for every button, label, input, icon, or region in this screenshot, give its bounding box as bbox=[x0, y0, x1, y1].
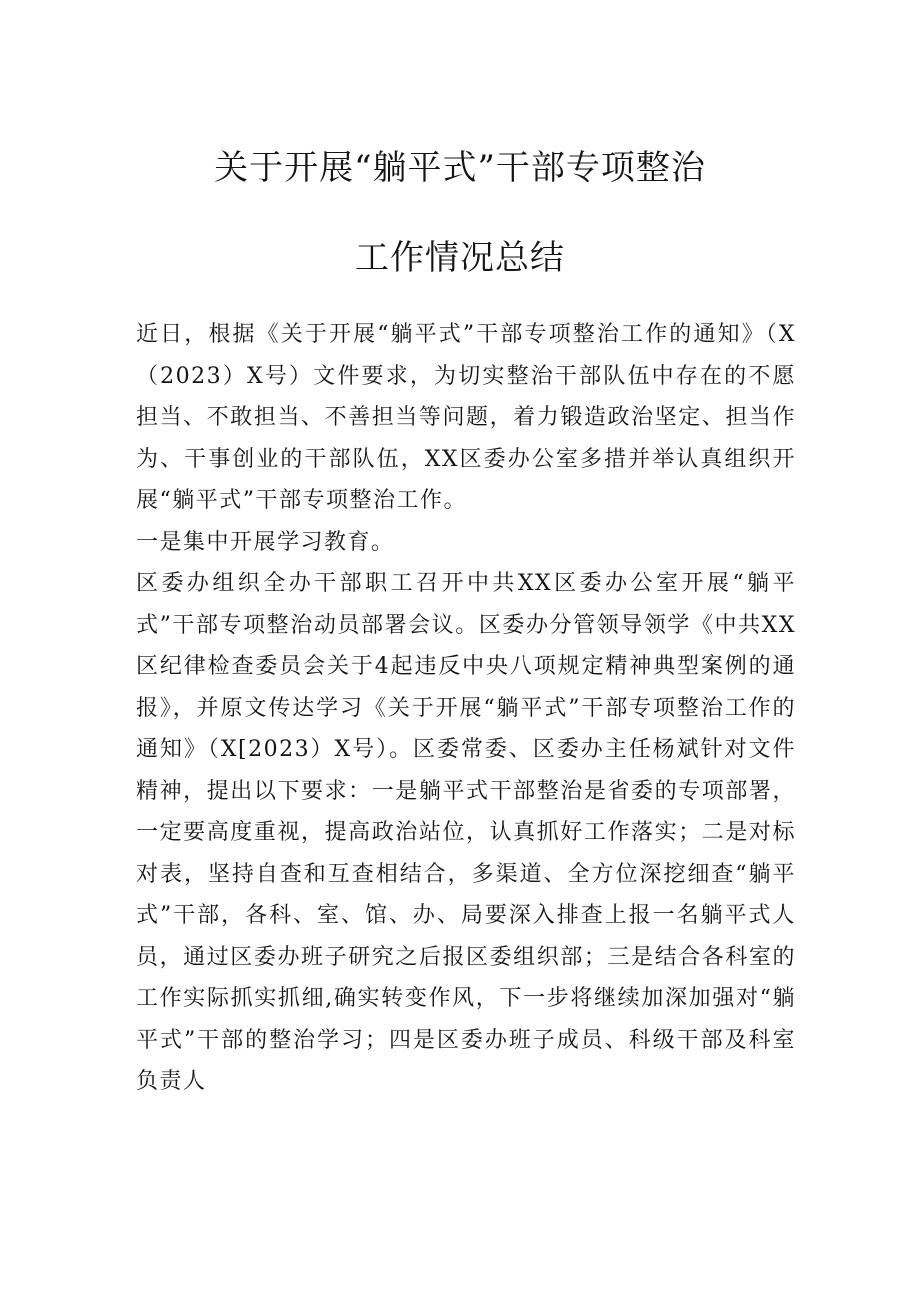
document-title-line-2: 工作情况总结 bbox=[355, 238, 565, 278]
section-heading-study: 一是集中开展学习教育。 bbox=[136, 529, 395, 555]
document-title-line-1: 关于开展“躺平式”干部专项整治 bbox=[214, 148, 706, 188]
document-body bbox=[136, 314, 796, 1103]
paragraph-study-details: 区委办组织全办干部职工召开中共XX区委办公室开展“躺平式”干部专项整治动员部署会议。区委办分管领导领学《中共XX区纪律检查委员会关于4起违反中央八项规定精神典型案例的通报》，并原文传达学习《关于开展“躺平式”干部专项整治工作的通知》（X[2023）X号）。区委常委、区委办主任杨斌针对文件精神，提出以下要求：一是躺平式干部整治是省委的专项部署，一定要高度重视，提高政治站位，认真抓好工作落实；二是对标对表，坚持自查和互查相结合，多渠道、全方位深挖细查“躺平式”干部，各科、室、馆、办、局要深入排查上报一名躺平式人员，通过区委办班子研究之后报区委组织部；三是结合各科室的工作实际抓实抓细,确实转变作风，下一步将继续加深加强对“躺平式”干部的整治学习；四是区委办班子成员、科级干部及科室负责人 bbox=[136, 571, 796, 1094]
paragraph-intro: 近日，根据《关于开展“躺平式”干部专项整治工作的通知》（X（2023）X号）文件要求，为切实整治干部队伍中存在的不愿担当、不敢担当、不善担当等问题，着力锻造政治坚定、担当作为、干事创业的干部队伍，XX区委办公室多措并举认真组织开展“躺平式”干部专项整治工作。 bbox=[136, 322, 796, 513]
